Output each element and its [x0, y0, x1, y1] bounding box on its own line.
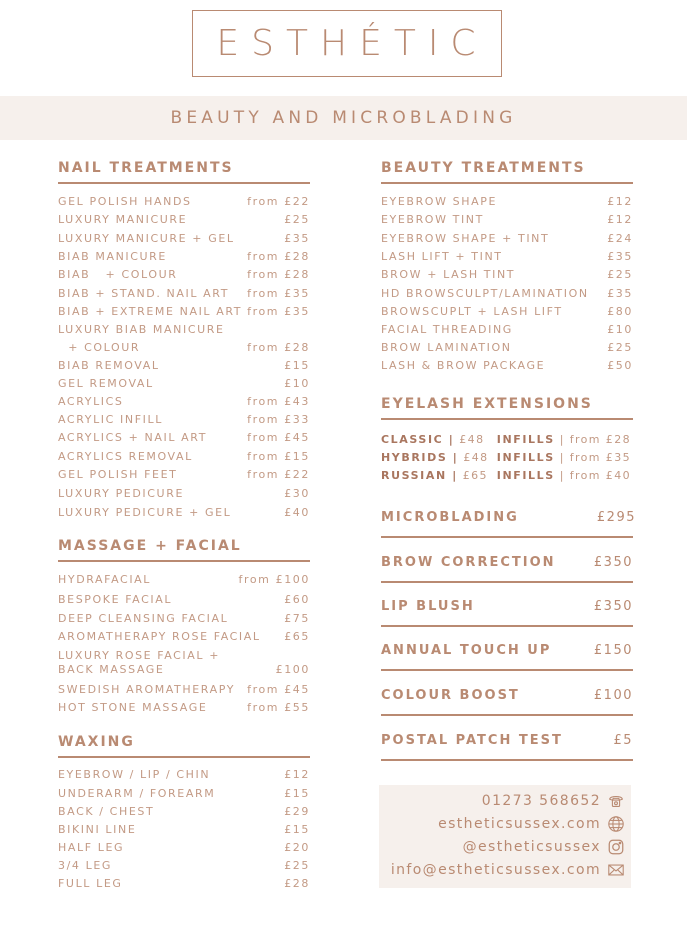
lash-price: £65 [462, 469, 488, 482]
special-label: LIP BLUSH [381, 599, 475, 614]
section-divider [381, 536, 633, 538]
section-heading: NAIL TREATMENTS [58, 160, 234, 176]
globe-icon [607, 815, 625, 833]
item-price: £35 [284, 232, 310, 245]
item-price: from £35 [247, 287, 310, 300]
item-label: HYDRAFACIAL [58, 573, 152, 586]
item-price: £24 [607, 232, 633, 245]
price-row [58, 468, 310, 483]
infill-label: INFILLS [496, 469, 555, 482]
price-row [58, 250, 310, 265]
item-price: £25 [284, 859, 310, 872]
item-label: BESPOKE FACIAL [58, 593, 173, 606]
item-price: £40 [284, 506, 310, 519]
special-label: MICROBLADING [381, 510, 519, 525]
tagline: BEAUTY AND MICROBLADING [170, 108, 517, 128]
price-row [58, 323, 310, 338]
item-label: BIAB REMOVAL [58, 359, 160, 372]
item-price: £75 [284, 612, 310, 625]
item-price: £25 [607, 341, 633, 354]
item-label: FACIAL THREADING [381, 323, 513, 336]
item-label: ACRYLICS [58, 395, 124, 408]
item-label: SWEDISH AROMATHERAPY [58, 683, 236, 696]
lash-type-row [381, 451, 489, 466]
mail-icon [607, 861, 625, 879]
special-service-row [381, 688, 633, 708]
price-row [58, 232, 310, 247]
item-price: £12 [607, 213, 633, 226]
price-row [381, 323, 633, 338]
price-row [58, 768, 310, 783]
item-price: £50 [607, 359, 633, 372]
price-row [58, 268, 310, 283]
lash-type: CLASSIC | [381, 433, 455, 446]
price-row [381, 305, 633, 320]
special-service-row [381, 733, 633, 753]
item-price: £25 [607, 268, 633, 281]
section-divider [381, 581, 633, 583]
price-row [58, 805, 310, 820]
price-row [58, 305, 310, 320]
special-label: BROW CORRECTION [381, 555, 556, 570]
special-price: £350 [593, 599, 633, 614]
contact-website[interactable] [438, 814, 625, 834]
item-price: from £22 [247, 468, 310, 481]
section-heading: WAXING [58, 734, 135, 750]
section-divider [381, 625, 633, 627]
item-label: BIAB + STAND. NAIL ART [58, 287, 230, 300]
phone-icon [607, 792, 625, 810]
price-row [381, 341, 633, 356]
item-price: from £33 [247, 413, 310, 426]
infill-price: | from £35 [559, 451, 631, 464]
price-row [58, 487, 310, 502]
item-price: £15 [284, 823, 310, 836]
lash-type-row [381, 469, 488, 484]
item-label: BROW LAMINATION [381, 341, 512, 354]
item-label: FULL LEG [58, 877, 123, 890]
price-row [58, 506, 310, 521]
item-label: BROW + LASH TINT [381, 268, 516, 281]
item-price: £35 [607, 250, 633, 263]
price-row [381, 195, 633, 210]
item-price: £15 [284, 787, 310, 800]
item-label: LUXURY PEDICURE [58, 487, 184, 500]
tagline-band [0, 96, 687, 140]
item-label: GEL POLISH FEET [58, 468, 178, 481]
item-label: BIAB + EXTREME NAIL ART [58, 305, 243, 318]
item-label: BIAB MANICURE [58, 250, 167, 263]
price-row [58, 341, 310, 356]
item-label: AROMATHERAPY ROSE FACIAL [58, 630, 261, 643]
contact-box [379, 785, 631, 888]
item-price: £60 [284, 593, 310, 606]
special-service-row [381, 555, 633, 575]
price-row [58, 213, 310, 228]
price-row [58, 395, 310, 410]
infill-label: INFILLS [496, 433, 555, 446]
price-row [58, 593, 310, 608]
price-row [58, 195, 310, 210]
item-price: £10 [284, 377, 310, 390]
item-label: EYEBROW TINT [381, 213, 484, 226]
lash-type: RUSSIAN | [381, 469, 458, 482]
item-label: LUXURY MANICURE [58, 213, 188, 226]
section-divider [58, 560, 310, 562]
phone-number: 01273 568652 [481, 793, 601, 809]
item-price: £80 [607, 305, 633, 318]
special-price: £150 [593, 643, 633, 658]
price-row [58, 683, 310, 698]
item-label: LUXURY MANICURE + GEL [58, 232, 235, 245]
item-label: LUXURY BIAB MANICURE [58, 323, 225, 336]
section-divider [58, 182, 310, 184]
logo-box [192, 10, 502, 77]
item-price: £65 [284, 630, 310, 643]
infill-label: INFILLS [496, 451, 555, 464]
item-label: HOT STONE MASSAGE [58, 701, 208, 714]
instagram-icon [607, 838, 625, 856]
special-price: £5 [613, 733, 633, 748]
price-row [58, 431, 310, 446]
price-row [381, 250, 633, 265]
special-label: POSTAL PATCH TEST [381, 733, 563, 748]
special-service-row [381, 643, 633, 663]
price-row [58, 287, 310, 302]
lash-infill-row [497, 451, 631, 466]
price-row [58, 413, 310, 428]
section-heading: BEAUTY TREATMENTS [381, 160, 586, 176]
item-price: £10 [607, 323, 633, 336]
price-row [58, 787, 310, 802]
item-price: £100 [275, 663, 310, 676]
special-price: £100 [593, 688, 633, 703]
item-price: from £28 [247, 250, 310, 263]
item-label: ACRYLICS + NAIL ART [58, 431, 208, 444]
item-label: + COLOUR [58, 341, 141, 354]
section-heading: EYELASH EXTENSIONS [381, 396, 593, 412]
price-row [58, 359, 310, 374]
price-row [58, 841, 310, 856]
price-row [58, 377, 310, 392]
item-label: EYEBROW SHAPE [381, 195, 498, 208]
item-label: ACRYLIC INFILL [58, 413, 163, 426]
price-row [58, 649, 310, 664]
section-divider [381, 714, 633, 716]
special-service-row [381, 510, 636, 530]
item-price: from £55 [247, 701, 310, 714]
item-label: BROWSCUPLT + LASH LIFT [381, 305, 563, 318]
instagram-handle: @estheticsussex [462, 839, 601, 855]
item-label: DEEP CLEANSING FACIAL [58, 612, 229, 625]
price-row [58, 630, 310, 645]
infill-price: | from £28 [559, 433, 631, 446]
price-row [58, 663, 310, 678]
item-price: from £28 [247, 268, 310, 281]
price-row [58, 701, 310, 716]
price-row [58, 573, 310, 588]
section-divider [381, 418, 633, 420]
item-label: LASH LIFT + TINT [381, 250, 503, 263]
price-row [381, 268, 633, 283]
item-label: LUXURY ROSE FACIAL + [58, 649, 221, 662]
brand-logo: ESTHÉTIC [216, 23, 488, 64]
price-row [58, 859, 310, 874]
website-link: estheticsussex.com [438, 816, 601, 832]
price-row [381, 232, 633, 247]
section-divider [381, 182, 633, 184]
email-address: info@estheticsussex.com [390, 862, 601, 878]
item-price: from £28 [247, 341, 310, 354]
section-divider [58, 756, 310, 758]
section-divider [381, 669, 633, 671]
price-row [58, 823, 310, 838]
item-price: £12 [284, 768, 310, 781]
item-label: 3/4 LEG [58, 859, 113, 872]
lash-infill-row [497, 433, 631, 448]
lash-price: £48 [463, 451, 489, 464]
item-label: EYEBROW SHAPE + TINT [381, 232, 550, 245]
item-price: £20 [284, 841, 310, 854]
special-label: ANNUAL TOUCH UP [381, 643, 552, 658]
contact-email[interactable] [391, 860, 625, 880]
section-divider [381, 759, 633, 761]
item-label: EYEBROW / LIP / CHIN [58, 768, 211, 781]
lash-type: HYBRIDS | [381, 451, 459, 464]
infill-price: | from £40 [559, 469, 631, 482]
item-label: BIKINI LINE [58, 823, 137, 836]
special-label: COLOUR BOOST [381, 688, 520, 703]
item-label: HD BROWSCULPT/LAMINATION [381, 287, 589, 300]
item-price: £15 [284, 359, 310, 372]
item-label: GEL POLISH HANDS [58, 195, 192, 208]
special-price: £295 [596, 510, 636, 525]
lash-infill-row [497, 469, 631, 484]
item-price: from £43 [247, 395, 310, 408]
item-price: £35 [607, 287, 633, 300]
special-price: £350 [593, 555, 633, 570]
item-label: GEL REMOVAL [58, 377, 154, 390]
item-label: HALF LEG [58, 841, 125, 854]
price-row [58, 877, 310, 892]
section-heading: MASSAGE + FACIAL [58, 538, 242, 554]
item-price: from £45 [247, 431, 310, 444]
item-price: from £35 [247, 305, 310, 318]
item-price: £29 [284, 805, 310, 818]
item-price: from £100 [238, 573, 310, 586]
item-label: BIAB + COLOUR [58, 268, 178, 281]
item-price: from £45 [247, 683, 310, 696]
item-label: LUXURY PEDICURE + GEL [58, 506, 232, 519]
price-row [381, 359, 633, 374]
item-price: from £22 [247, 195, 310, 208]
item-price: £30 [284, 487, 310, 500]
special-service-row [381, 599, 633, 619]
contact-instagram[interactable] [463, 837, 625, 857]
item-label: BACK MASSAGE [58, 663, 165, 676]
item-label: LASH & BROW PACKAGE [381, 359, 546, 372]
lash-price: £48 [459, 433, 485, 446]
item-label: BACK / CHEST [58, 805, 155, 818]
item-price: from £15 [247, 450, 310, 463]
price-row [381, 287, 633, 302]
price-row [381, 213, 633, 228]
lash-type-row [381, 433, 484, 448]
item-price: £25 [284, 213, 310, 226]
contact-phone[interactable] [482, 791, 625, 811]
item-label: UNDERARM / FOREARM [58, 787, 216, 800]
item-price: £28 [284, 877, 310, 890]
item-label: ACRYLICS REMOVAL [58, 450, 193, 463]
item-price: £12 [607, 195, 633, 208]
price-row [58, 450, 310, 465]
price-row [58, 612, 310, 627]
